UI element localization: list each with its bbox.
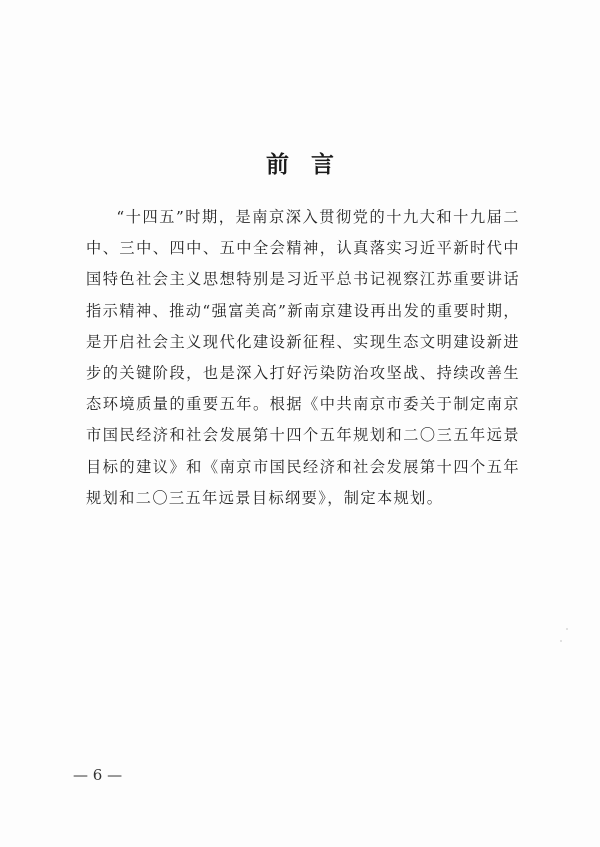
- page-title: [0, 146, 600, 179]
- scan-speck: [566, 628, 568, 630]
- foreword-paragraph: “十四五”时期，是南京深入贯彻党的十九大和十九届二中、三中、四中、五中全会精神，认真落实习近平新时代中国特色社会主义思想特别是习近平总书记视察江苏重要讲话指示精神、推动“强富美高”新南京建设再出发的重要时期，是开启社会主义现代化建设新征程、实现生态文明建设新进步的关键阶段，也是深入打好污染防治攻坚战、持续改善生态环境质量的重要五年。根据《中共南京市委关于制定南京市国民经济和社会发展第十四个五年规划和二〇三五年远景目标的建议》和《南京市国民经济和社会发展第十四个五年规划和二〇三五年远景目标纲要》，制定本规划。: [86, 208, 520, 507]
- title-char-1: 前: [266, 152, 289, 178]
- title-char-2: 言: [311, 152, 334, 178]
- scan-speck: [560, 640, 562, 642]
- page-number: — 6 —: [73, 766, 123, 784]
